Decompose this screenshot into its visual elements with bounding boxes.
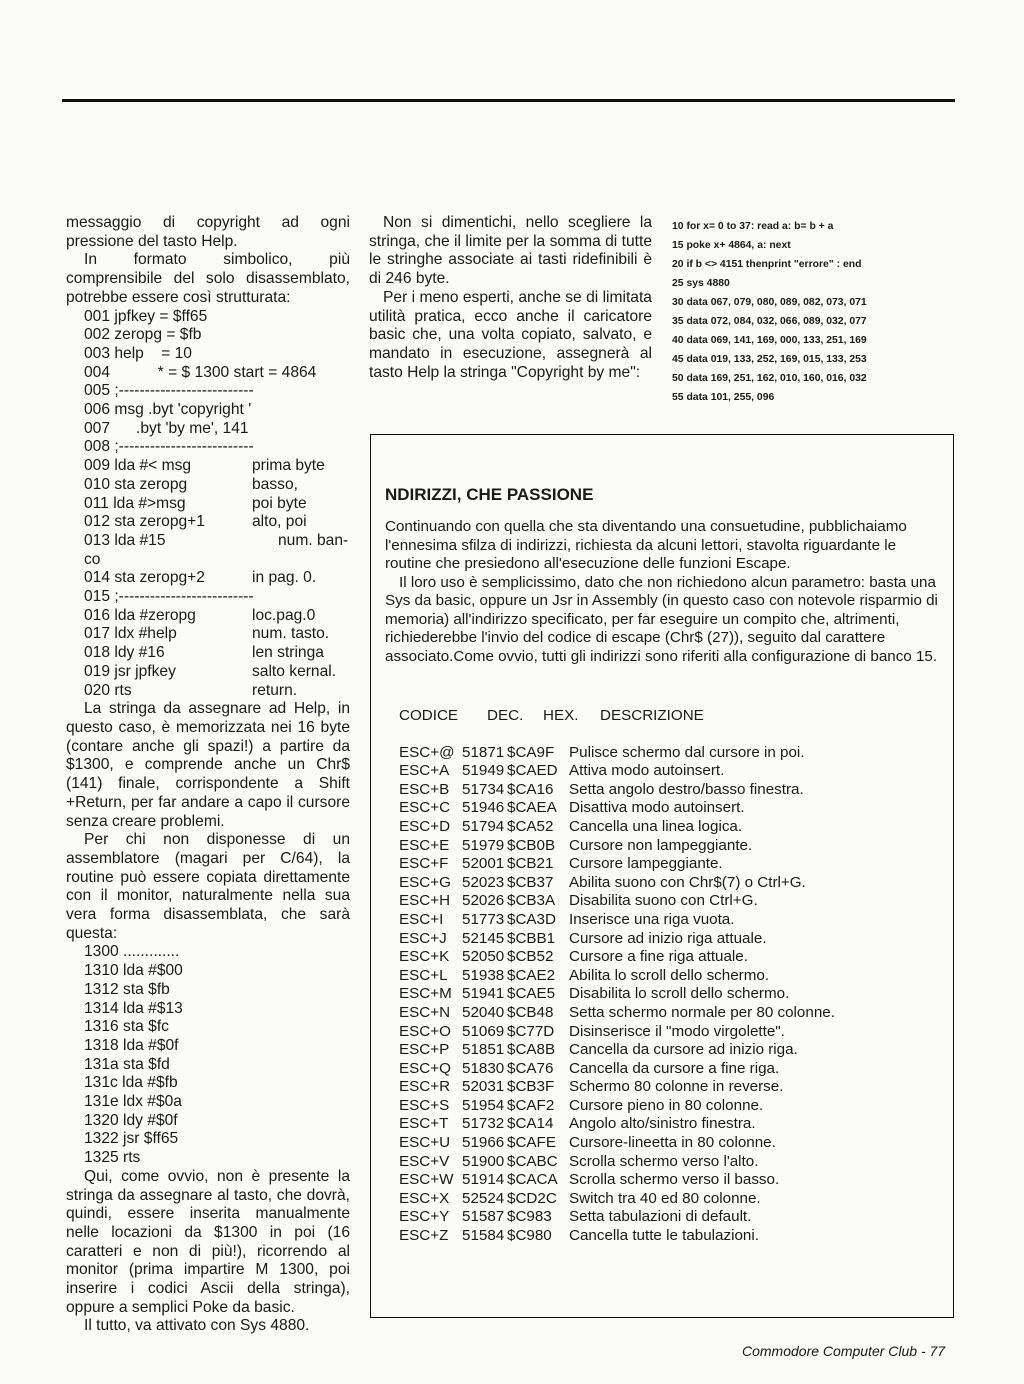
code-line bbox=[84, 438, 350, 457]
cell-description: Cursore ad inizio riga attuale. bbox=[569, 929, 767, 947]
cell-code: ESC+W bbox=[399, 1171, 454, 1189]
manual-entry-paragraph: Qui, come ovvio, non è presente la stringa da assegnare al tasto, che dovrà, quindi, essere inserita manualmente nelle locazioni da $1300 in poi (16 caratteri e non di più!), ricorrendo al monitor (prima impartire M 1300, poi inserire i codici Ascii della stringa), oppure a semplici Poke da basic. bbox=[66, 1167, 350, 1316]
table-row bbox=[399, 855, 835, 874]
cell-description: Cursore-lineetta in 80 colonne. bbox=[569, 1134, 776, 1152]
code-comment: alto, poi bbox=[252, 513, 307, 531]
cell-hex: $CB37 bbox=[507, 873, 554, 891]
cell-dec: 51794 bbox=[462, 817, 505, 835]
code-comment: prima byte bbox=[252, 457, 325, 475]
code-line bbox=[84, 607, 350, 626]
activation-paragraph: Il tutto, va attivato con Sys 4880. bbox=[84, 1317, 310, 1335]
cell-dec: 51954 bbox=[462, 1096, 505, 1114]
cell-hex: $C980 bbox=[507, 1227, 552, 1245]
cell-hex: $CAED bbox=[507, 762, 558, 780]
cell-dec: 51941 bbox=[462, 985, 505, 1003]
cell-dec: 51871 bbox=[462, 743, 505, 761]
cell-code: ESC+H bbox=[399, 892, 451, 910]
cell-hex: $CB0B bbox=[507, 836, 556, 854]
code-line bbox=[84, 682, 350, 701]
table-row bbox=[399, 948, 835, 967]
cell-code: ESC+X bbox=[399, 1189, 450, 1207]
cell-dec: 51734 bbox=[462, 780, 505, 798]
code-instruction: 003 help = 10 bbox=[84, 344, 192, 362]
cell-hex: $CA3D bbox=[507, 910, 556, 928]
cell-description: Scrolla schermo verso l'alto. bbox=[569, 1152, 759, 1170]
code-comment: salto kernal. bbox=[252, 662, 337, 680]
table-row bbox=[399, 1115, 835, 1134]
code-instruction: 010 sta zeropg bbox=[84, 475, 188, 493]
cell-description: Schermo 80 colonne in reverse. bbox=[569, 1078, 784, 1096]
code-line: 1316 sta $fc bbox=[84, 1018, 169, 1036]
header-rule bbox=[62, 99, 955, 102]
code-instruction: 020 rts bbox=[84, 681, 132, 699]
table-row bbox=[399, 967, 835, 986]
code-comment: num. ban- bbox=[252, 531, 349, 549]
header-hex: HEX. bbox=[543, 707, 579, 724]
cell-description: Cursore lampeggiante. bbox=[569, 855, 723, 873]
code-line bbox=[84, 513, 350, 532]
intro-paragraph: messaggio di copyright ad ogni pressione del tasto Help. bbox=[66, 214, 350, 250]
box-usage-paragraph: Il loro uso è semplicissimo, dato che non richiedono alcun parametro: basta una Sys da basic, oppure un Jsr in Assembly (in questo caso con notevole risparmio di memoria) all'indirizzo specificato, per far eseguire un compito che, altrimenti, richiederebbe l'invio del codice di escape (Chr$ (27)), seguito dal carattere associato.Come ovvio, tutti gli indirizzi sono riferiti alla configurazione di banco 15. bbox=[385, 573, 938, 665]
cell-hex: $C77D bbox=[507, 1022, 555, 1040]
code-line bbox=[84, 569, 350, 588]
cell-hex: $CA14 bbox=[507, 1115, 554, 1133]
cell-dec: 52524 bbox=[462, 1189, 505, 1207]
box-body bbox=[385, 518, 940, 666]
cell-description: Pulisce schermo dal cursore in poi. bbox=[569, 743, 805, 761]
table-row bbox=[399, 1153, 835, 1172]
code-line bbox=[84, 420, 350, 439]
cell-dec: 52050 bbox=[462, 948, 505, 966]
table-row bbox=[399, 781, 835, 800]
cell-dec: 51914 bbox=[462, 1171, 505, 1189]
cell-hex: $C983 bbox=[507, 1208, 552, 1226]
cell-hex: $CB52 bbox=[507, 948, 554, 966]
cell-dec: 51966 bbox=[462, 1134, 505, 1152]
cell-code: ESC+A bbox=[399, 762, 450, 780]
header-dec: DEC. bbox=[487, 707, 524, 724]
cell-hex: $CA8B bbox=[507, 1041, 556, 1059]
code-comment: poi byte bbox=[252, 494, 307, 512]
cell-hex: $CACA bbox=[507, 1171, 558, 1189]
cell-code: ESC+I bbox=[399, 910, 444, 928]
cell-dec: 51584 bbox=[462, 1227, 505, 1245]
code-instruction: 004 * = $ 1300 start = 4864 bbox=[84, 363, 317, 381]
cell-dec: 51979 bbox=[462, 836, 505, 854]
code-line bbox=[84, 495, 350, 514]
cell-description: Scrolla schermo verso il basso. bbox=[569, 1171, 780, 1189]
cell-code: ESC+F bbox=[399, 855, 449, 873]
cell-code: ESC+V bbox=[399, 1152, 450, 1170]
cell-description: Cancella tutte le tabulazioni. bbox=[569, 1227, 759, 1245]
cell-code: ESC+@ bbox=[399, 743, 455, 761]
cell-hex: $CA52 bbox=[507, 817, 554, 835]
code-line bbox=[84, 457, 350, 476]
cell-code: ESC+G bbox=[399, 873, 451, 891]
table-row bbox=[399, 1023, 835, 1042]
basic-line: 50 data 169, 251, 162, 010, 160, 016, 032 bbox=[672, 373, 867, 384]
page-footer: Commodore Computer Club - 77 bbox=[742, 1343, 946, 1359]
cell-code: ESC+B bbox=[399, 780, 450, 798]
table-row bbox=[399, 1208, 835, 1227]
cell-description: Cancella da cursore ad inizio riga. bbox=[569, 1041, 798, 1059]
basic-line: 10 for x= 0 to 37: read a: b= b + a bbox=[672, 221, 834, 232]
cell-description: Disabilita lo scroll dello schermo. bbox=[569, 985, 790, 1003]
cell-code: ESC+E bbox=[399, 836, 450, 854]
cell-hex: $CAE2 bbox=[507, 966, 556, 984]
code-instruction: 009 lda #< msg bbox=[84, 457, 192, 475]
code-line bbox=[84, 663, 350, 682]
table-row bbox=[399, 1078, 835, 1097]
table-row bbox=[399, 930, 835, 949]
cell-code: ESC+N bbox=[399, 1003, 451, 1021]
table-row bbox=[399, 1190, 835, 1209]
cell-hex: $CA9F bbox=[507, 743, 555, 761]
cell-hex: $CB3F bbox=[507, 1078, 555, 1096]
cell-hex: $CAF2 bbox=[507, 1096, 555, 1114]
cell-hex: $CAE5 bbox=[507, 985, 556, 1003]
code-line bbox=[84, 588, 350, 607]
cell-description: Setta tabulazioni di default. bbox=[569, 1208, 752, 1226]
code-instruction: 002 zeropg = $fb bbox=[84, 326, 202, 344]
code-line bbox=[84, 308, 350, 327]
cell-description: Cursore a fine riga attuale. bbox=[569, 948, 748, 966]
table-row bbox=[399, 744, 835, 763]
cell-hex: $CB3A bbox=[507, 892, 556, 910]
code-instruction: 013 lda #15 bbox=[84, 531, 166, 549]
cell-description: Cancella da cursore a fine riga. bbox=[569, 1059, 780, 1077]
table-row bbox=[399, 818, 835, 837]
loader-paragraph: Per i meno esperti, anche se di limitata utilità pratica, ecco anche il caricatore basic che, una volta copiato, salvato, e mandato in esecuzione, assegnerà al tasto Help la stringa "Copyright by me": bbox=[369, 288, 652, 381]
cell-code: ESC+C bbox=[399, 799, 451, 817]
cell-dec: 52001 bbox=[462, 855, 505, 873]
cell-code: ESC+Q bbox=[399, 1059, 451, 1077]
code-instruction: 019 jsr jpfkey bbox=[84, 662, 176, 680]
cell-dec: 51900 bbox=[462, 1152, 505, 1170]
basic-listing bbox=[672, 217, 972, 407]
cell-description: Disattiva modo autoinsert. bbox=[569, 799, 745, 817]
code-line bbox=[84, 345, 350, 364]
code-line: 1325 rts bbox=[84, 1149, 141, 1167]
monitor-listing bbox=[66, 943, 350, 1167]
cell-dec: 52026 bbox=[462, 892, 505, 910]
code-line: 1318 lda #$0f bbox=[84, 1036, 179, 1054]
cell-dec: 51732 bbox=[462, 1115, 505, 1133]
basic-line: 55 data 101, 255, 096 bbox=[672, 392, 775, 403]
cell-hex: $CAEA bbox=[507, 799, 557, 817]
cell-code: ESC+L bbox=[399, 966, 448, 984]
cell-hex: $CA16 bbox=[507, 780, 554, 798]
code-line: 131a sta $fd bbox=[84, 1055, 170, 1073]
table-row bbox=[399, 1171, 835, 1190]
code-line bbox=[84, 382, 350, 401]
cell-code: ESC+T bbox=[399, 1115, 449, 1133]
code-instruction: co bbox=[84, 550, 101, 568]
cell-dec: 51069 bbox=[462, 1022, 505, 1040]
box-title: NDIRIZZI, CHE PASSIONE bbox=[385, 485, 594, 504]
code-instruction: 016 lda #zeropg bbox=[84, 606, 196, 624]
structure-paragraph: In formato simbolico, più comprensibile del solo disassemblato, potrebbe essere così strutturata: bbox=[66, 251, 350, 306]
column-left bbox=[66, 214, 350, 1336]
table-row bbox=[399, 1134, 835, 1153]
column-middle bbox=[369, 214, 652, 382]
basic-line: 20 if b <> 4151 thenprint "errore" : end bbox=[672, 259, 862, 270]
cell-hex: $CD2C bbox=[507, 1189, 557, 1207]
code-line: 1300 ............. bbox=[84, 943, 180, 961]
code-line bbox=[84, 326, 350, 345]
cell-hex: $CABC bbox=[507, 1152, 558, 1170]
cell-code: ESC+P bbox=[399, 1041, 450, 1059]
cell-description: Angolo alto/sinistro finestra. bbox=[569, 1115, 756, 1133]
cell-dec: 51851 bbox=[462, 1041, 505, 1059]
code-line: 131c lda #$fb bbox=[84, 1074, 178, 1092]
code-instruction: 005 ;-------------------------- bbox=[84, 382, 254, 400]
basic-line: 30 data 067, 079, 080, 089, 082, 073, 071 bbox=[672, 297, 867, 308]
code-instruction: 014 sta zeropg+2 bbox=[84, 569, 205, 587]
cell-description: Disabilita suono con Ctrl+G. bbox=[569, 892, 758, 910]
cell-hex: $CAFE bbox=[507, 1134, 556, 1152]
code-comment: return. bbox=[252, 681, 298, 699]
table-header bbox=[399, 707, 835, 726]
basic-line: 45 data 019, 133, 252, 169, 015, 133, 253 bbox=[672, 354, 867, 365]
code-instruction: 017 ldx #help bbox=[84, 625, 177, 643]
cell-code: ESC+S bbox=[399, 1096, 450, 1114]
cell-dec: 52145 bbox=[462, 929, 505, 947]
cell-dec: 51938 bbox=[462, 966, 505, 984]
cell-code: ESC+J bbox=[399, 929, 447, 947]
code-instruction: 006 msg .byt 'copyright ' bbox=[84, 401, 252, 419]
code-line: 131e ldx #$0a bbox=[84, 1093, 182, 1111]
basic-line: 25 sys 4880 bbox=[672, 278, 730, 289]
cell-description: Abilita lo scroll dello schermo. bbox=[569, 966, 770, 984]
cell-code: ESC+Z bbox=[399, 1227, 449, 1245]
table-row bbox=[399, 762, 835, 781]
code-line bbox=[84, 364, 350, 383]
code-instruction: 011 lda #>msg bbox=[84, 494, 186, 512]
cell-hex: $CB21 bbox=[507, 855, 554, 873]
table-row bbox=[399, 911, 835, 930]
code-instruction: 008 ;-------------------------- bbox=[84, 438, 254, 456]
limit-paragraph: Non si dimentichi, nello scegliere la stringa, che il limite per la somma di tutte le stringhe associate ai tasti ridefinibili è di 246 byte. bbox=[369, 214, 652, 288]
code-comment: num. tasto. bbox=[252, 625, 330, 643]
code-line bbox=[84, 551, 350, 570]
code-line: 1310 lda #$00 bbox=[84, 962, 183, 980]
cell-description: Cancella una linea logica. bbox=[569, 817, 743, 835]
box-intro-paragraph: Continuando con quella che sta diventando una consuetudine, pubblichaiamo l'ennesima sfilza di indirizzi, richiesta da alcuni lettori, stavolta riguardante le routine che presiedono all'esecuzione delle funzioni Escape. bbox=[385, 518, 907, 572]
assembler-paragraph: Per chi non disponesse di un assemblatore (magari per C/64), la routine può essere copiata direttamente con il monitor, naturalmente nella sua vera forma disassemblata, che sarà questa: bbox=[66, 831, 350, 942]
code-line: 1314 lda #$13 bbox=[84, 999, 183, 1017]
basic-line: 15 poke x+ 4864, a: next bbox=[672, 240, 791, 251]
code-comment: basso, bbox=[252, 475, 298, 493]
code-line bbox=[84, 476, 350, 495]
table-row bbox=[399, 1041, 835, 1060]
code-instruction: 007 .byt 'by me', 141 bbox=[84, 419, 249, 437]
code-instruction: 001 jpfkey = $ff65 bbox=[84, 307, 208, 325]
table-body bbox=[399, 744, 835, 1246]
cell-description: Inserisce una riga vuota. bbox=[569, 910, 735, 928]
code-line: 1312 sta $fb bbox=[84, 980, 170, 998]
code-instruction: 012 sta zeropg+1 bbox=[84, 513, 205, 531]
cell-code: ESC+M bbox=[399, 985, 452, 1003]
code-instruction: 018 ldy #16 bbox=[84, 644, 165, 662]
basic-line: 35 data 072, 084, 032, 066, 089, 032, 077 bbox=[672, 316, 867, 327]
cell-code: ESC+D bbox=[399, 817, 451, 835]
code-line bbox=[84, 644, 350, 663]
cell-dec: 52040 bbox=[462, 1003, 505, 1021]
cell-code: ESC+K bbox=[399, 948, 450, 966]
table-row bbox=[399, 874, 835, 893]
header-codice: CODICE bbox=[399, 707, 459, 724]
table-row bbox=[399, 892, 835, 911]
code-instruction: 015 ;-------------------------- bbox=[84, 588, 254, 606]
table-row bbox=[399, 1004, 835, 1023]
cell-code: ESC+O bbox=[399, 1022, 451, 1040]
cell-code: ESC+Y bbox=[399, 1208, 450, 1226]
code-comment: len stringa bbox=[252, 644, 324, 662]
cell-dec: 52031 bbox=[462, 1078, 505, 1096]
table-row bbox=[399, 1097, 835, 1116]
cell-description: Switch tra 40 ed 80 colonne. bbox=[569, 1189, 761, 1207]
table-row bbox=[399, 1060, 835, 1079]
assembly-listing bbox=[66, 308, 350, 701]
cell-description: Cursore pieno in 80 colonne. bbox=[569, 1096, 764, 1114]
string-paragraph: La stringa da assegnare ad Help, in questo caso, è memorizzata nei 16 byte (contare anche gli spazi!) a partire da $1300, e comprende anche un Chr$ (141) finale, corrispondente a Shift +Return, per far andare a capo il cursore senza creare problemi. bbox=[66, 700, 350, 830]
code-line bbox=[84, 532, 350, 551]
header-descrizione: DESCRIZIONE bbox=[600, 707, 704, 724]
cell-code: ESC+U bbox=[399, 1134, 451, 1152]
cell-hex: $CB48 bbox=[507, 1003, 554, 1021]
code-line bbox=[84, 401, 350, 420]
escape-table bbox=[399, 707, 835, 1246]
cell-hex: $CA76 bbox=[507, 1059, 554, 1077]
cell-code: ESC+R bbox=[399, 1078, 451, 1096]
cell-hex: $CBB1 bbox=[507, 929, 556, 947]
code-comment: in pag. 0. bbox=[252, 569, 317, 587]
cell-description: Setta schermo normale per 80 colonne. bbox=[569, 1003, 835, 1021]
cell-description: Setta angolo destro/basso finestra. bbox=[569, 780, 804, 798]
cell-description: Attiva modo autoinsert. bbox=[569, 762, 725, 780]
cell-dec: 51830 bbox=[462, 1059, 505, 1077]
cell-dec: 51587 bbox=[462, 1208, 505, 1226]
cell-dec: 51946 bbox=[462, 799, 505, 817]
code-line: 1322 jsr $ff65 bbox=[84, 1130, 179, 1148]
code-line bbox=[84, 625, 350, 644]
cell-description: Abilita suono con Chr$(7) o Ctrl+G. bbox=[569, 873, 806, 891]
table-row bbox=[399, 799, 835, 818]
table-row bbox=[399, 837, 835, 856]
addresses-box bbox=[370, 434, 954, 1318]
code-comment: loc.pag.0 bbox=[252, 606, 316, 624]
table-row bbox=[399, 985, 835, 1004]
cell-dec: 51773 bbox=[462, 910, 505, 928]
cell-dec: 52023 bbox=[462, 873, 505, 891]
cell-description: Cursore non lampeggiante. bbox=[569, 836, 753, 854]
basic-line: 40 data 069, 141, 169, 000, 133, 251, 169 bbox=[672, 335, 867, 346]
cell-dec: 51949 bbox=[462, 762, 505, 780]
code-line: 1320 ldy #$0f bbox=[84, 1111, 178, 1129]
table-row bbox=[399, 1227, 835, 1246]
cell-description: Disinserisce il "modo virgolette". bbox=[569, 1022, 785, 1040]
